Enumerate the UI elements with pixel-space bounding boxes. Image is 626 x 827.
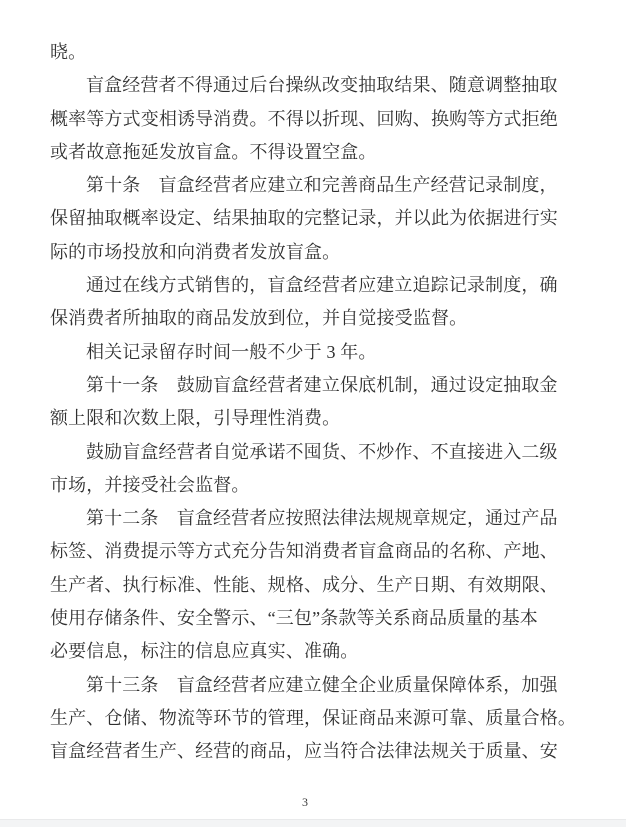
text-line: 第十二条 盲盒经营者应按照法律法规规章规定，通过产品 [86,508,558,529]
text-line: 通过在线方式销售的，盲盒经营者应建立追踪记录制度，确 [86,275,558,296]
text-line: 保留抽取概率设定、结果抽取的完整记录，并以此为依据进行实 [50,208,558,229]
text-line: 使用存储条件、安全警示、“三包”条款等关系商品质量的基本 [50,608,538,629]
text-line: 保消费者所抽取的商品发放到位，并自觉接受监督。 [50,308,468,329]
viewer-bottom-strip [0,819,626,827]
text-line: 晓。 [50,42,87,62]
text-line: 市场，并接受社会监督。 [50,474,250,495]
text-line: 相关记录留存时间一般不少于 3 年。 [86,341,377,362]
paragraph [50,502,560,668]
text-line: 生产、仓储、物流等环节的管理，保证商品来源可靠、质量合格。 [50,707,577,728]
paragraph [50,369,560,436]
text-line: 或者故意拖延发放盲盒。不得设置空盒。 [50,141,377,162]
text-line: 必要信息，标注的信息应真实、准确。 [50,641,359,662]
paragraph [50,269,560,336]
paragraph [50,169,560,269]
page-number: 3 [302,795,308,809]
paragraph [50,336,560,369]
text-line: 际的市场投放和向消费者发放盲盒。 [50,241,341,262]
text-line: 第十一条 鼓励盲盒经营者建立保底机制，通过设定抽取金 [86,374,558,395]
paragraph [50,436,560,503]
paragraph [50,36,560,69]
text-line: 生产者、执行标准、性能、规格、成分、生产日期、有效期限、 [50,574,558,595]
text-line: 鼓励盲盒经营者自觉承诺不囤货、不炒作、不直接进入二级 [86,441,558,462]
text-line: 第十条 盲盒经营者应建立和完善商品生产经营记录制度， [86,175,558,196]
document-content [50,36,577,769]
text-line: 标签、消费提示等方式充分告知消费者盲盒商品的名称、产地、 [50,541,558,562]
text-line: 额上限和次数上限，引导理性消费。 [50,408,341,429]
paragraph [50,669,577,769]
text-line: 概率等方式变相诱导消费。不得以折现、回购、换购等方式拒绝 [50,108,558,129]
text-line: 盲盒经营者不得通过后台操纵改变抽取结果、随意调整抽取 [86,75,558,96]
text-line: 盲盒经营者生产、经营的商品，应当符合法律法规关于质量、安 [50,741,558,762]
text-line: 第十三条 盲盒经营者应建立健全企业质量保障体系，加强 [86,674,558,695]
paragraph [50,69,560,169]
